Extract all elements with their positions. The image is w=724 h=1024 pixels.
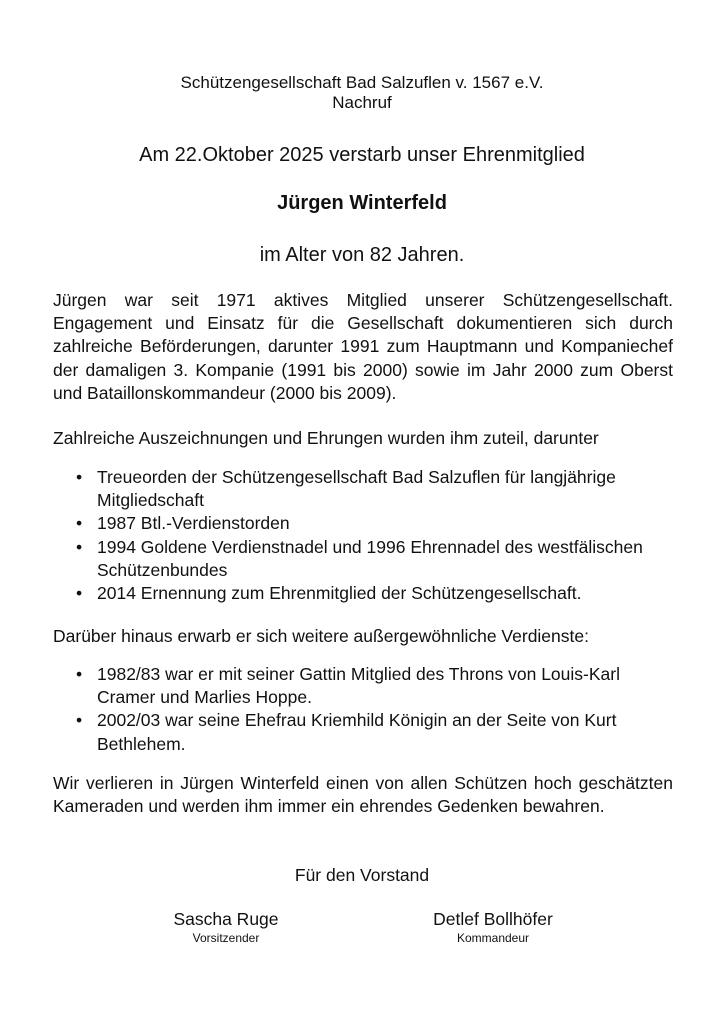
list-item: [53, 663, 673, 709]
organization-name: Schützengesellschaft Bad Salzuflen v. 1567 e.V.: [180, 73, 544, 92]
bullet-icon: •: [76, 536, 83, 557]
bullet-icon: •: [76, 664, 83, 684]
signature-block-chairman: [126, 908, 326, 945]
membership-paragraph: Jürgen war seit 1971 aktives Mitglied unserer Schützengesellschaft. Engagement und Einsatz für die Gesellschaft dokumentieren sich durch zahlreiche Beförderungen, darunter 1991 zum Hauptmann und Kompaniechef der damaligen 3. Kompanie (1991 bis 2000) sowie im Jahr 2000 zum Oberst und Bataillonskommandeur (2000 bis 2009).: [53, 290, 673, 403]
list-item: [53, 536, 673, 582]
honors-list: [53, 466, 673, 605]
signatory-role: Kommandeur: [456, 931, 530, 945]
deceased-name: Jürgen Winterfeld: [277, 192, 447, 214]
closing-paragraph: Wir verlieren in Jürgen Winterfeld einen von allen Schützen hoch geschätzten Kameraden und werden ihm immer ein ehrendes Gedenken bewahren.: [53, 773, 673, 817]
announcement-intro: Am 22.Oktober 2025 verstarb unser Ehrenmitglied: [139, 144, 585, 166]
list-item: [53, 709, 673, 755]
list-item-text: 2002/03 war seine Ehefrau Kriemhild Königin an der Seite von Kurt Bethlehem.: [97, 710, 617, 754]
signature-block-commander: [393, 908, 593, 945]
list-item: [53, 466, 673, 512]
list-item-text: 2014 Ernennung zum Ehrenmitglied der Schützengesellschaft.: [97, 583, 582, 604]
list-item: [53, 582, 673, 605]
signatory-role: Vorsitzender: [192, 931, 260, 945]
bullet-icon: •: [76, 467, 83, 487]
signatory-name: Sascha Ruge: [173, 909, 279, 929]
on-behalf-line: Für den Vorstand: [294, 865, 430, 885]
list-item-text: 1987 Btl.-Verdienstorden: [97, 513, 290, 534]
signatory-name: Detlef Bollhöfer: [433, 909, 553, 929]
merits-list: [53, 663, 673, 756]
honors-intro: Zahlreiche Auszeichnungen und Ehrungen wurden ihm zuteil, darunter: [53, 428, 599, 448]
deceased-age: im Alter von 82 Jahren.: [259, 244, 465, 266]
list-item: [53, 512, 673, 535]
bullet-icon: •: [76, 710, 83, 731]
list-item-text: 1982/83 war er mit seiner Gattin Mitglied des Throns von Louis-Karl Cramer und Marlies Hoppe.: [97, 664, 620, 708]
bullet-icon: •: [76, 583, 83, 604]
list-item-text: 1994 Goldene Verdienstnadel und 1996 Ehrennadel des westfälischen Schützenbundes: [97, 536, 643, 580]
bullet-icon: •: [76, 513, 83, 534]
merits-intro: Darüber hinaus erwarb er sich weitere außergewöhnliche Verdienste:: [53, 626, 589, 646]
document-subtitle: Nachruf: [332, 93, 392, 112]
list-item-text: Treueorden der Schützengesellschaft Bad Salzuflen für langjährige Mitgliedschaft: [97, 467, 616, 511]
